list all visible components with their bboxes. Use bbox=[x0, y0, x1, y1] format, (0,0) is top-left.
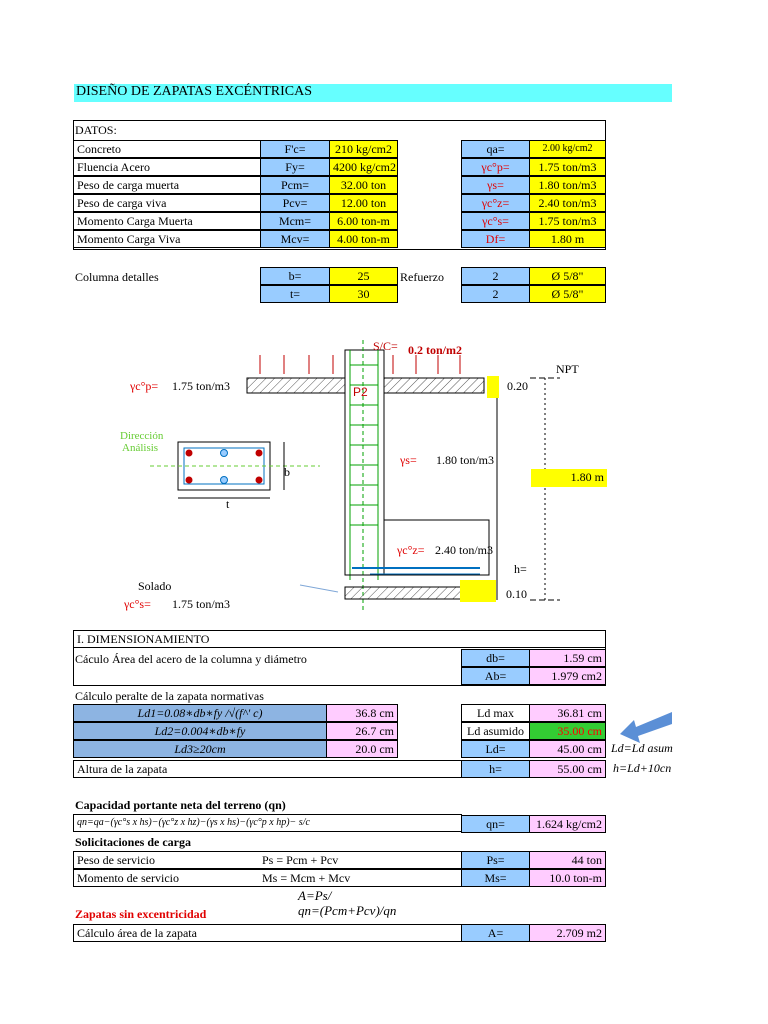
area-formula-2: qn=(Pcm+Pcv)/qn bbox=[298, 903, 397, 918]
datos-right-value[interactable]: 1.80 m bbox=[529, 230, 606, 248]
qn-sym: qn= bbox=[461, 815, 530, 833]
ld2-formula: Ld2=0.004∗db∗fy bbox=[73, 722, 327, 740]
area-zapata-row bbox=[73, 924, 462, 942]
ref1-n: 2 bbox=[461, 267, 530, 285]
gcs-sym: γc°s= bbox=[124, 597, 151, 611]
sc-label: S/C= bbox=[373, 339, 398, 353]
ms-sym: Ms= bbox=[461, 869, 530, 887]
h-sym: h= bbox=[461, 760, 530, 778]
ld-value: 45.00 cm bbox=[529, 740, 606, 758]
gcz-sym: γc°z= bbox=[397, 543, 425, 557]
ref2-n: 2 bbox=[461, 285, 530, 303]
datos-right-value[interactable]: 1.75 ton/m3 bbox=[529, 212, 606, 230]
ld1-value: 36.8 cm bbox=[326, 704, 398, 722]
altura-zapata-row bbox=[73, 760, 462, 778]
page-title: DISEÑO DE ZAPATAS EXCÉNTRICAS bbox=[76, 84, 312, 99]
t-letter: t bbox=[226, 497, 230, 511]
a-sym: A= bbox=[461, 924, 530, 942]
qn-header: Capacidad portante neta del terreno (qn) bbox=[75, 798, 286, 812]
ld3-formula: Ld3≥20cm bbox=[73, 740, 327, 758]
dim-header: I. DIMENSIONAMIENTO bbox=[73, 630, 606, 648]
ps-sym: Ps= bbox=[461, 851, 530, 869]
ms-label: Momento de servicio bbox=[77, 871, 179, 885]
datos-label: Peso de carga muerta bbox=[73, 176, 261, 194]
datos-symbol: Mcv= bbox=[260, 230, 330, 248]
gcs-val: 1.75 ton/m3 bbox=[172, 597, 231, 611]
datos-value[interactable]: 4.00 ton-m bbox=[329, 230, 398, 248]
area-acero-label: Cáculo Área del acero de la columna y diámetro bbox=[75, 652, 307, 666]
ref1-d[interactable]: Ø 5/8" bbox=[529, 267, 606, 285]
datos-label: Fluencia Acero bbox=[73, 158, 261, 176]
datos-symbol: Mcm= bbox=[260, 212, 330, 230]
area-formula-1: A=Ps/ bbox=[298, 888, 332, 903]
ldasumido-sym: Ld asumido bbox=[461, 722, 530, 740]
datos-symbol: Fy= bbox=[260, 158, 330, 176]
sol-header: Solicitaciones de carga bbox=[75, 835, 191, 849]
datos-value[interactable]: 12.00 ton bbox=[329, 194, 398, 212]
ms-formula: Ms = Mcm + Mcv bbox=[262, 871, 351, 885]
datos-right-symbol: qa= bbox=[461, 140, 530, 158]
datos-value[interactable]: 32.00 ton bbox=[329, 176, 398, 194]
altura-label: Altura de la zapata bbox=[77, 762, 168, 776]
col-b-sym: b= bbox=[260, 267, 330, 285]
gcp-sym: γc°p= bbox=[130, 379, 159, 393]
datos-value[interactable]: 210 kg/cm2 bbox=[329, 140, 398, 158]
datos-right-value[interactable]: 2.00 kg/cm2 bbox=[529, 140, 606, 158]
db-sym: db= bbox=[461, 649, 530, 667]
ps-label: Peso de servicio bbox=[77, 853, 155, 867]
ld2-value: 26.7 cm bbox=[326, 722, 398, 740]
datos-symbol: F'c= bbox=[260, 140, 330, 158]
dim-bot: 0.10 bbox=[506, 587, 527, 601]
datos-right-symbol: Df= bbox=[461, 230, 530, 248]
col-t-val[interactable]: 30 bbox=[329, 285, 398, 303]
refuerzo-label: Refuerzo bbox=[400, 270, 444, 284]
datos-label: Concreto bbox=[73, 140, 261, 158]
ps-formula: Ps = Pcm + Pcv bbox=[262, 853, 339, 867]
blue-arrow bbox=[618, 708, 672, 744]
datos-right-value[interactable]: 1.80 ton/m3 bbox=[529, 176, 606, 194]
sc-value: 0.2 ton/m2 bbox=[408, 343, 462, 357]
gcp-val: 1.75 ton/m3 bbox=[172, 379, 231, 393]
a-value: 2.709 m2 bbox=[529, 924, 606, 942]
ldasumido-value[interactable]: 35.00 cm bbox=[529, 722, 606, 740]
qn-value: 1.624 kg/cm2 bbox=[529, 815, 606, 833]
h-value: 55.00 cm bbox=[529, 760, 606, 778]
analisis-label: Análisis bbox=[122, 442, 159, 454]
datos-right-value[interactable]: 1.75 ton/m3 bbox=[529, 158, 606, 176]
df-value: 1.80 m bbox=[531, 469, 607, 487]
datos-label: Peso de carga viva bbox=[73, 194, 261, 212]
qn-formula: qn=qa−(γc°s x hs)−(γc°z x hz)−(γs x hs)−(γc°p x hp)− s/c bbox=[73, 814, 462, 832]
datos-right-symbol: γc°s= bbox=[461, 212, 530, 230]
datos-label: Momento Carga Viva bbox=[73, 230, 261, 248]
datos-right-symbol: γc°z= bbox=[461, 194, 530, 212]
dim-top: 0.20 bbox=[507, 379, 528, 393]
gs-sym: γs= bbox=[400, 453, 417, 467]
note-h-formula: h=Ld+10cn bbox=[613, 761, 672, 775]
slab-right bbox=[384, 378, 484, 393]
ld-sym: Ld= bbox=[461, 740, 530, 758]
db-value: 1.59 cm bbox=[529, 649, 606, 667]
datos-label: Momento Carga Muerta bbox=[73, 212, 261, 230]
gs-val: 1.80 ton/m3 bbox=[436, 453, 495, 467]
note-ld-asumido: Ld=Ld asum bbox=[611, 741, 673, 755]
col-t-sym: t= bbox=[260, 285, 330, 303]
ms-value: 10.0 ton-m bbox=[529, 869, 606, 887]
datos-right-value[interactable]: 2.40 ton/m3 bbox=[529, 194, 606, 212]
datos-header: DATOS: bbox=[75, 123, 117, 137]
slab-left bbox=[247, 378, 345, 393]
npt-label: NPT bbox=[556, 362, 579, 376]
peralte-label: Cálculo peralte de la zapata normativas bbox=[75, 689, 264, 703]
datos-right-symbol: γc°p= bbox=[461, 158, 530, 176]
zap-header: Zapatas sin excentricidad bbox=[75, 907, 207, 921]
arrow-icon bbox=[620, 712, 672, 743]
ldmax-sym: Ld max bbox=[461, 704, 530, 722]
b-letter: b bbox=[284, 465, 290, 479]
datos-value[interactable]: 6.00 ton-m bbox=[329, 212, 398, 230]
h-label: h= bbox=[514, 562, 527, 576]
direccion-label: Dirección bbox=[120, 430, 164, 442]
datos-right-symbol: γs= bbox=[461, 176, 530, 194]
solado-label: Solado bbox=[138, 579, 172, 593]
datos-value[interactable]: 4200 kg/cm2 bbox=[329, 158, 398, 176]
columna-label: Columna detalles bbox=[75, 270, 159, 284]
col-b-val[interactable]: 25 bbox=[329, 267, 398, 285]
ps-value: 44 ton bbox=[529, 851, 606, 869]
gcz-val: 2.40 ton/m3 bbox=[435, 543, 494, 557]
ld1-formula: Ld1=0.08∗db∗fy /√(f^' c) bbox=[73, 704, 327, 722]
p2-label: P2 bbox=[353, 385, 368, 399]
area-zapata-label: Cálculo área de la zapata bbox=[77, 926, 197, 940]
solado-pointer bbox=[300, 585, 338, 592]
datos-symbol: Pcm= bbox=[260, 176, 330, 194]
ab-sym: Ab= bbox=[461, 667, 530, 685]
ref2-d[interactable]: Ø 5/8" bbox=[529, 285, 606, 303]
ab-value: 1.979 cm2 bbox=[529, 667, 606, 685]
ld3-value: 20.0 cm bbox=[326, 740, 398, 758]
ldmax-value: 36.81 cm bbox=[529, 704, 606, 722]
datos-symbol: Pcv= bbox=[260, 194, 330, 212]
